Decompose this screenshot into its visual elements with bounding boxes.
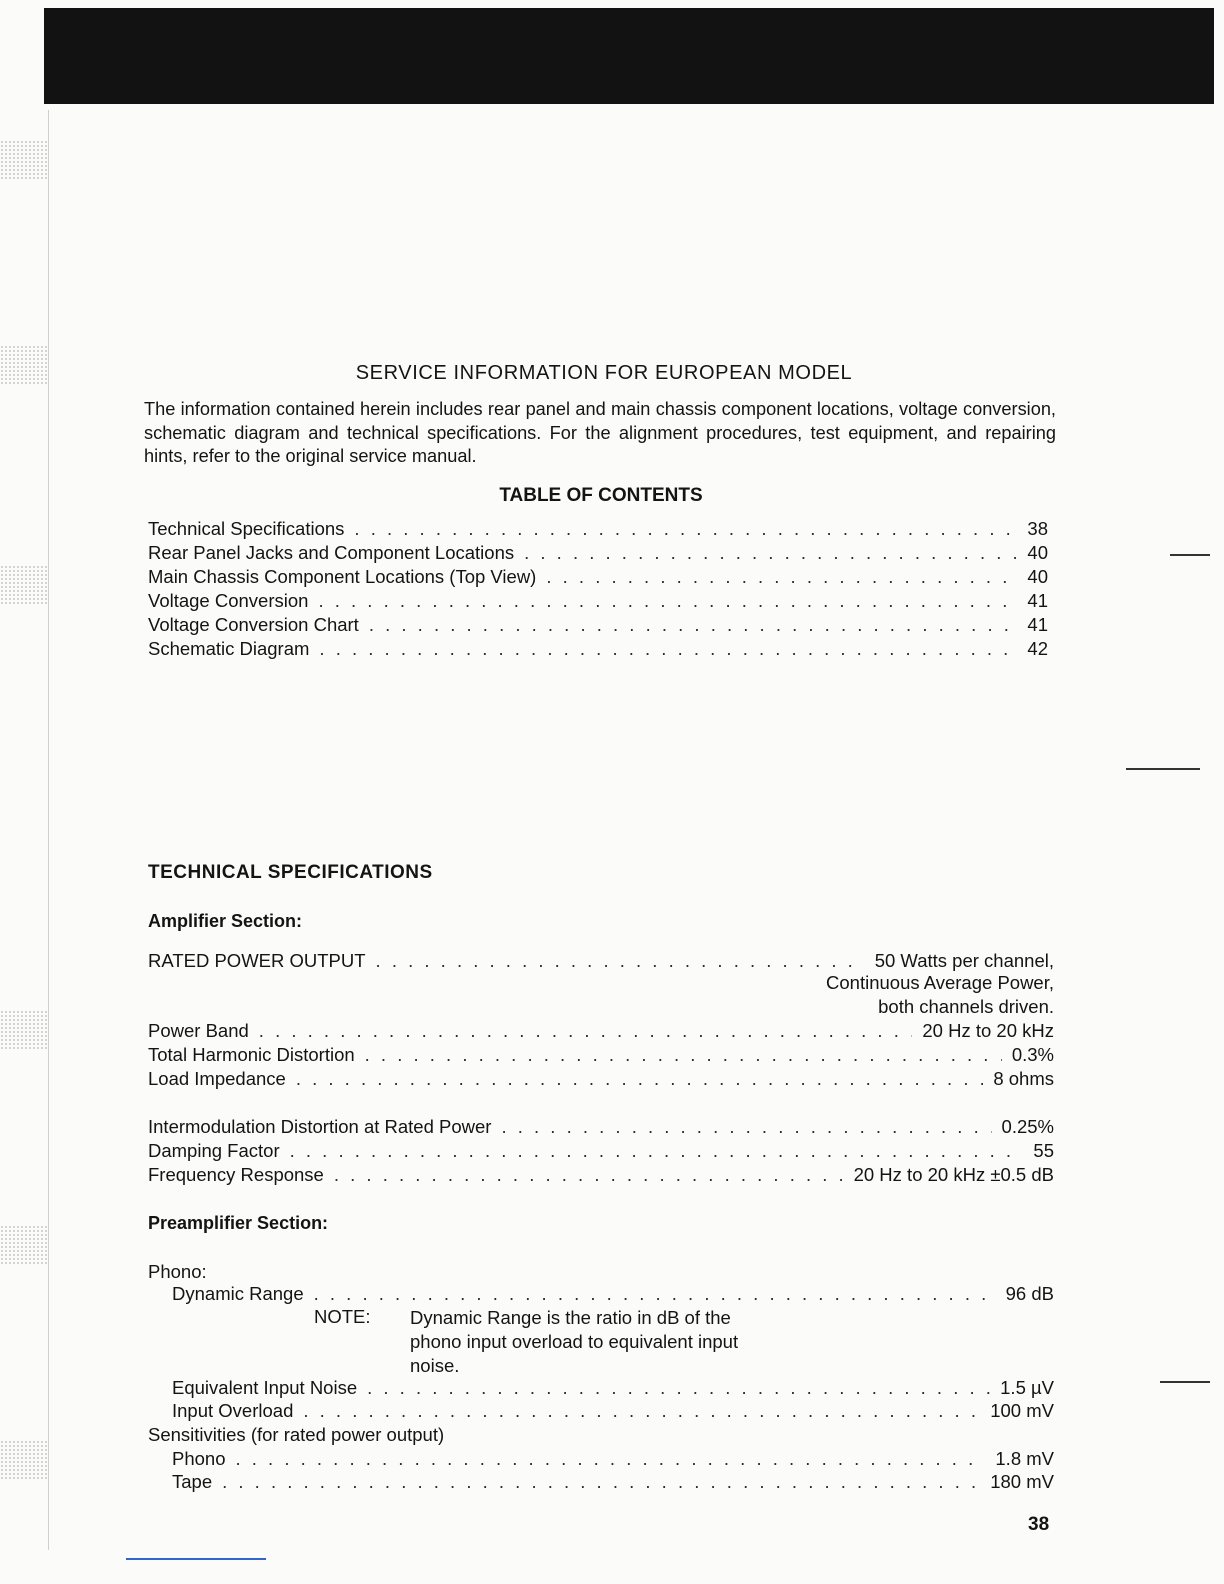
spec-label: Phono bbox=[172, 1448, 226, 1469]
dot-leader bbox=[318, 590, 1017, 612]
spec-label: Total Harmonic Distortion bbox=[148, 1044, 355, 1065]
spec-label: Intermodulation Distortion at Rated Power bbox=[148, 1116, 492, 1137]
spec-label: Power Band bbox=[148, 1020, 249, 1041]
toc-entry-page: 38 bbox=[1027, 518, 1048, 539]
dot-leader bbox=[334, 1164, 844, 1186]
spec-value: 1.5 µV bbox=[1000, 1377, 1054, 1398]
scan-edge-noise bbox=[0, 1010, 48, 1050]
toc-entry bbox=[148, 566, 1048, 588]
dot-leader bbox=[259, 1020, 913, 1042]
toc-entry-label: Main Chassis Component Locations (Top View) bbox=[148, 566, 537, 587]
spec-value: 55 bbox=[1033, 1140, 1054, 1161]
spec-value: 96 dB bbox=[1005, 1283, 1054, 1304]
spec-value: 20 Hz to 20 kHz bbox=[922, 1020, 1054, 1041]
toc-entry-label: Rear Panel Jacks and Component Locations bbox=[148, 542, 515, 563]
spec-value: 1.8 mV bbox=[995, 1448, 1054, 1469]
dot-leader bbox=[354, 518, 1017, 540]
toc-entry-page: 41 bbox=[1027, 590, 1048, 611]
toc-entry bbox=[148, 614, 1048, 636]
page-number: 38 bbox=[1028, 1514, 1050, 1535]
specs-title: TECHNICAL SPECIFICATIONS bbox=[148, 862, 433, 883]
sensitivities-heading: Sensitivities (for rated power output) bbox=[148, 1424, 445, 1445]
rated-power-line-3: both channels driven. bbox=[878, 996, 1054, 1017]
spec-label: Load Impedance bbox=[148, 1068, 286, 1089]
dot-leader bbox=[296, 1068, 983, 1090]
spec-row-dynamic-range bbox=[172, 1283, 1054, 1305]
dot-leader bbox=[365, 1044, 1002, 1066]
spec-label: Damping Factor bbox=[148, 1140, 280, 1161]
toc-entry-label: Voltage Conversion bbox=[148, 590, 309, 611]
spec-label: Tape bbox=[172, 1471, 213, 1492]
page-title: SERVICE INFORMATION FOR EUROPEAN MODEL bbox=[355, 362, 853, 384]
toc-entry bbox=[148, 542, 1048, 564]
toc-entry bbox=[148, 518, 1048, 540]
dot-leader bbox=[524, 542, 1017, 564]
preamplifier-section-title: Preamplifier Section: bbox=[148, 1213, 329, 1233]
phono-heading: Phono: bbox=[148, 1261, 207, 1282]
spec-row-input-overload bbox=[172, 1400, 1054, 1422]
spec-value: 20 Hz to 20 kHz ±0.5 dB bbox=[853, 1164, 1054, 1185]
spec-value: 8 ohms bbox=[993, 1068, 1054, 1089]
spec-row-tape-sensitivity bbox=[172, 1471, 1054, 1493]
dot-leader bbox=[376, 950, 865, 972]
binding-edge bbox=[48, 110, 49, 1550]
dot-leader bbox=[236, 1448, 986, 1470]
scan-edge-noise bbox=[0, 140, 48, 180]
spec-row-phono-sensitivity bbox=[172, 1448, 1054, 1470]
spec-row-rated-power bbox=[148, 950, 1054, 972]
spec-row bbox=[148, 1164, 1054, 1186]
toc-entry-label: Technical Specifications bbox=[148, 518, 345, 539]
dot-leader bbox=[367, 1377, 990, 1399]
toc-entry-page: 42 bbox=[1027, 638, 1048, 659]
scan-edge-noise bbox=[0, 1225, 48, 1265]
margin-mark bbox=[1160, 1381, 1210, 1383]
spec-row bbox=[148, 1044, 1054, 1066]
intro-paragraph: The information contained herein includes rear panel and main chassis component locations, voltage conversion, schematic diagram and technical specifications. For the alignment procedures, test equipment, and repairing hints, refer to the original service manual. bbox=[144, 399, 1056, 467]
spec-label: Frequency Response bbox=[148, 1164, 324, 1185]
toc-entry-label: Voltage Conversion Chart bbox=[148, 614, 359, 635]
dot-leader bbox=[546, 566, 1017, 588]
spec-value: 180 mV bbox=[990, 1471, 1054, 1492]
note-label: NOTE: bbox=[314, 1306, 371, 1327]
spec-value: 50 Watts per channel, bbox=[874, 950, 1054, 971]
spec-value: 0.3% bbox=[1011, 1044, 1054, 1065]
amplifier-section-title: Amplifier Section: bbox=[148, 911, 303, 931]
spec-label: Equivalent Input Noise bbox=[172, 1377, 358, 1398]
dot-leader bbox=[319, 638, 1017, 660]
spec-row bbox=[148, 1068, 1054, 1090]
footer-rule bbox=[126, 1558, 266, 1560]
rated-power-line-2: Continuous Average Power, bbox=[826, 972, 1054, 993]
dot-leader bbox=[303, 1400, 980, 1422]
margin-mark bbox=[1126, 768, 1200, 770]
margin-mark bbox=[1170, 554, 1210, 556]
toc-entry-label: Schematic Diagram bbox=[148, 638, 310, 659]
spec-value: 100 mV bbox=[990, 1400, 1054, 1421]
spec-label: Input Overload bbox=[172, 1400, 294, 1421]
toc-entry-page: 40 bbox=[1027, 542, 1048, 563]
spec-value: 0.25% bbox=[1001, 1116, 1054, 1137]
spec-row bbox=[148, 1020, 1054, 1042]
dot-leader bbox=[222, 1471, 980, 1493]
toc-entry-page: 40 bbox=[1027, 566, 1048, 587]
toc-title: TABLE OF CONTENTS bbox=[499, 485, 703, 506]
spec-label: RATED POWER OUTPUT bbox=[148, 950, 366, 971]
spec-row-equivalent-input-noise bbox=[172, 1377, 1054, 1399]
top-black-band bbox=[44, 8, 1214, 104]
toc-entry bbox=[148, 638, 1048, 660]
spec-label: Dynamic Range bbox=[172, 1283, 304, 1304]
spec-row bbox=[148, 1140, 1054, 1162]
dot-leader bbox=[369, 614, 1018, 636]
dot-leader bbox=[290, 1140, 1024, 1162]
note-text: Dynamic Range is the ratio in dB of the phono input overload to equivalent input noise. bbox=[410, 1307, 739, 1376]
scan-edge-noise bbox=[0, 565, 48, 605]
dot-leader bbox=[501, 1116, 991, 1138]
dot-leader bbox=[314, 1283, 996, 1305]
toc-entry bbox=[148, 590, 1048, 612]
scan-edge-noise bbox=[0, 1440, 48, 1480]
toc-entry-page: 41 bbox=[1027, 614, 1048, 635]
scan-edge-noise bbox=[0, 345, 48, 385]
spec-row bbox=[148, 1116, 1054, 1138]
